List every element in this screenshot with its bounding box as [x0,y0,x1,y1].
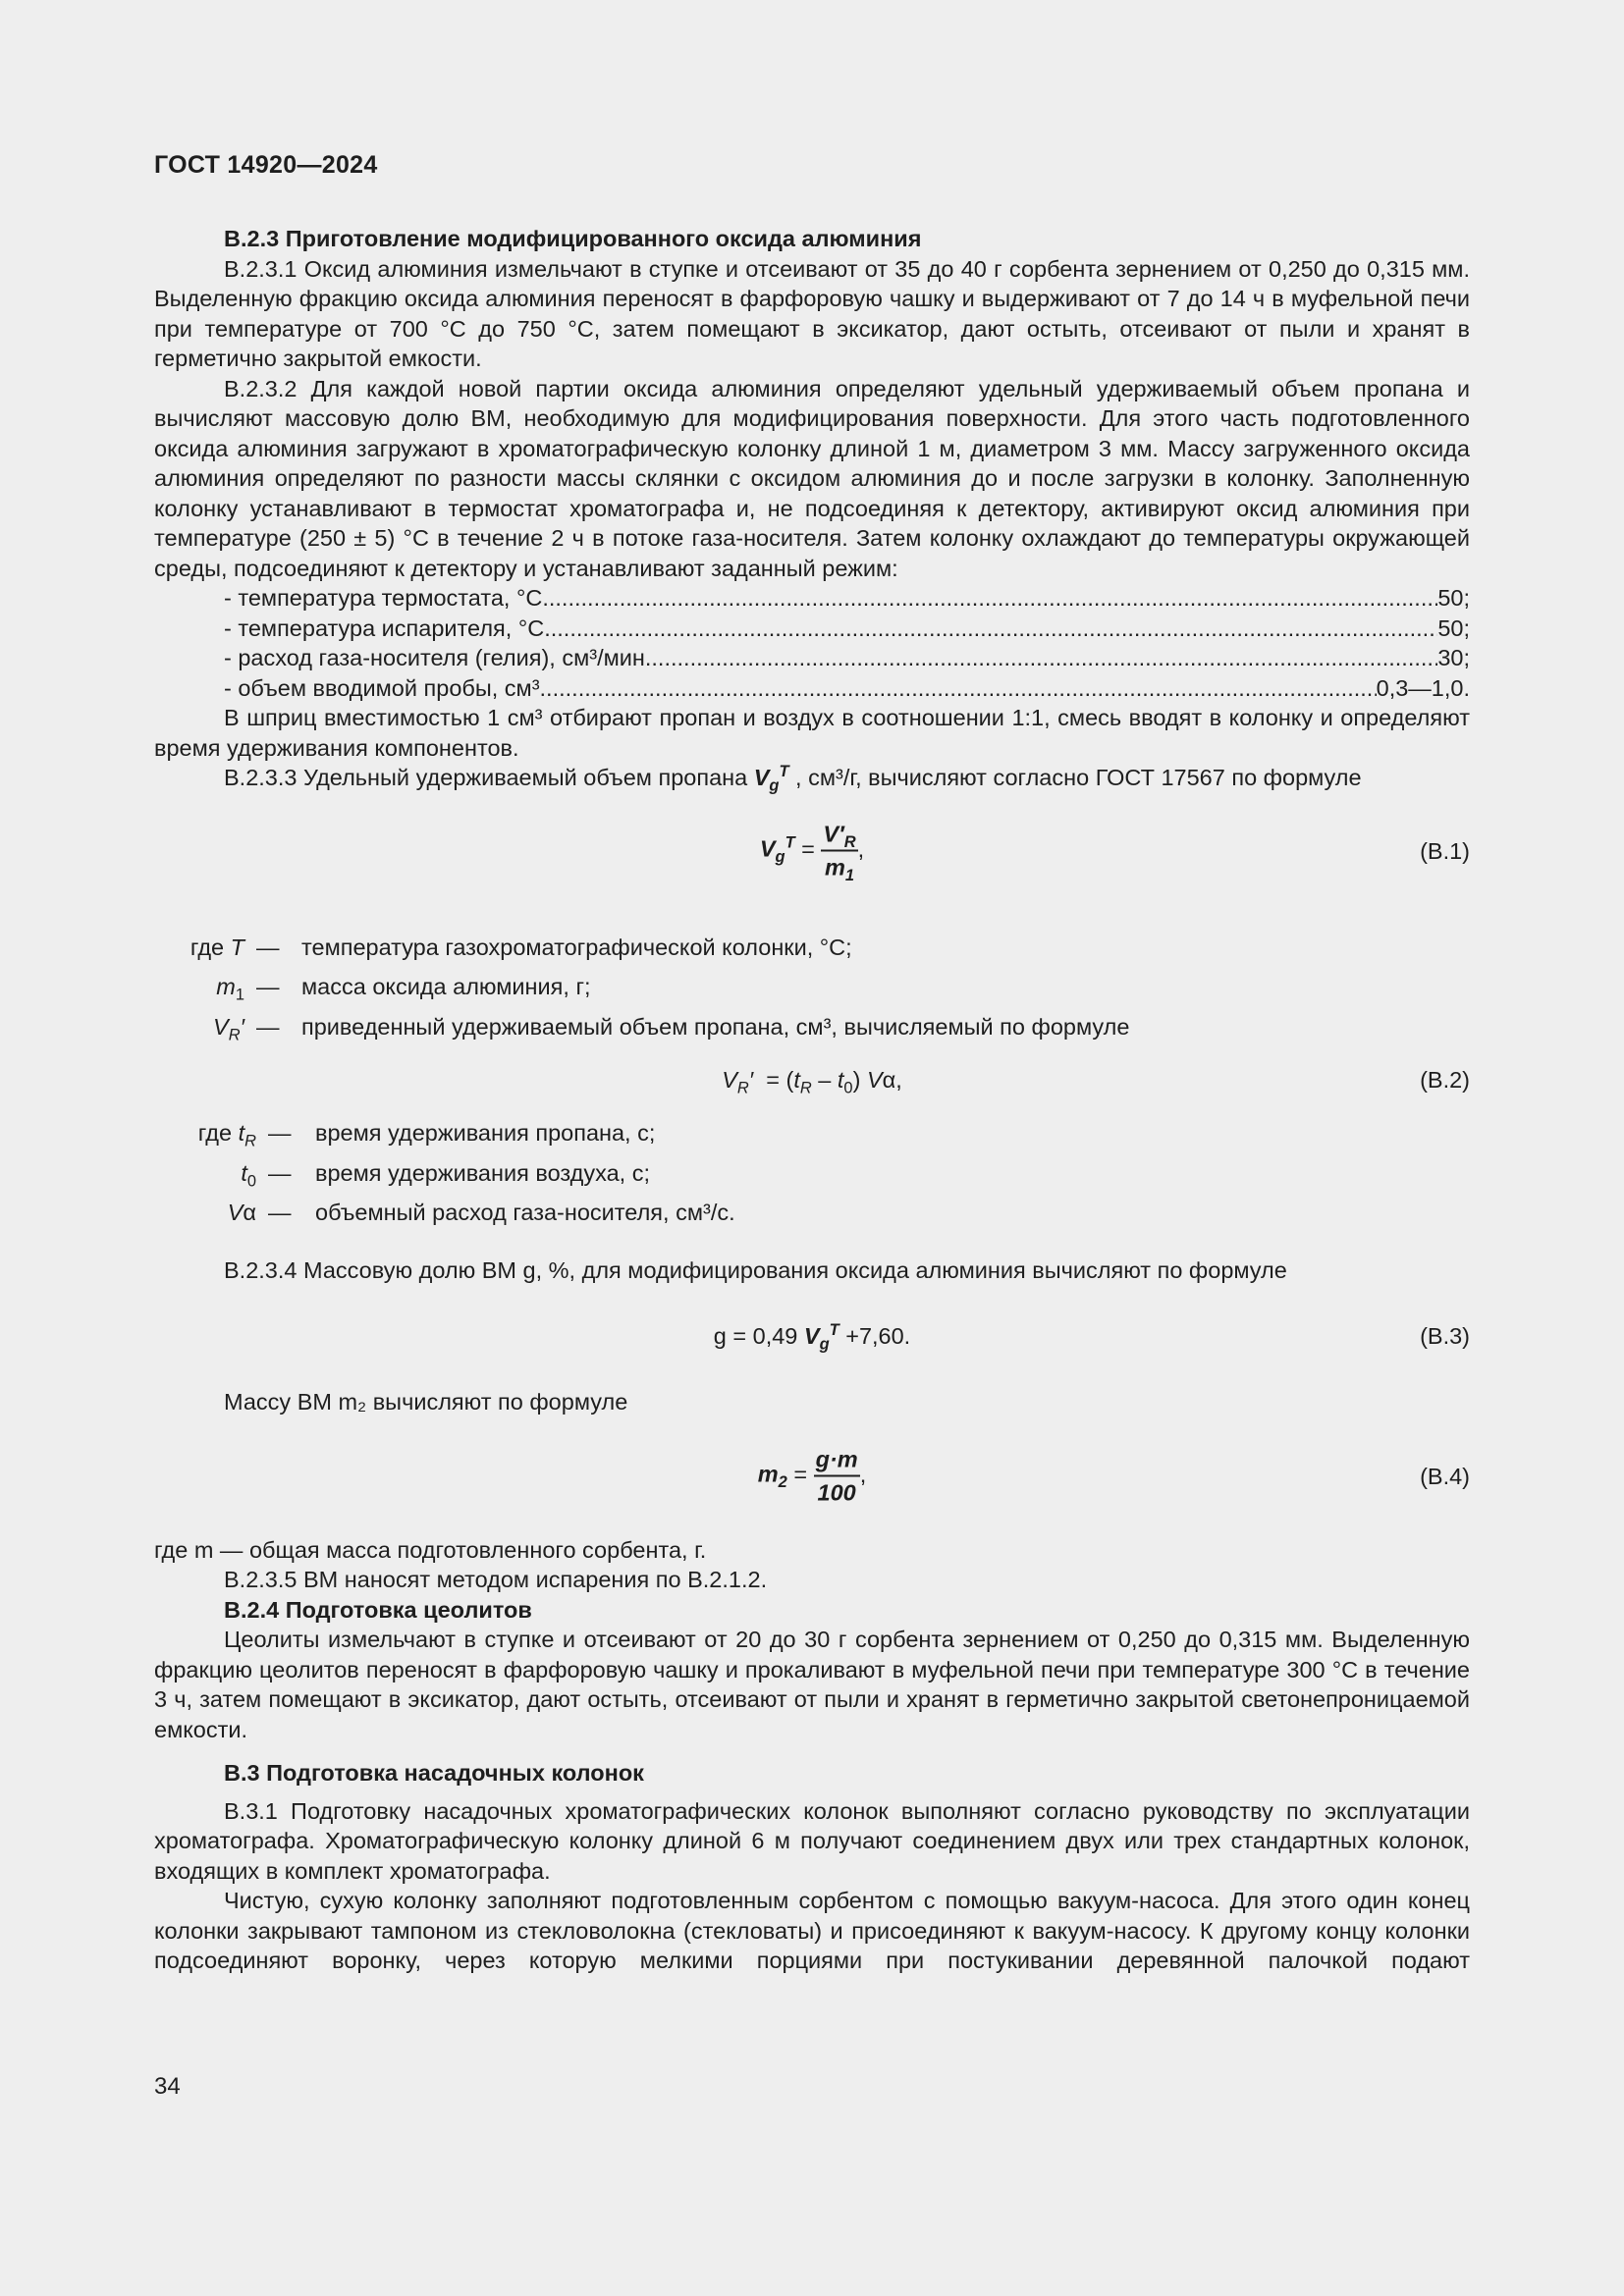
definition: объемный расход газа-носителя, см³/с. [315,1200,735,1225]
paragraph-b231: В.2.3.1 Оксид алюминия измельчают в ступке и отсеивают от 35 до 40 г сорбента зернением от 0,250 до 0,315 мм. Выделенную фракцию оксида алюминия переносят в фарфоровую чашку и выдерживают от 7 до 14 ч в муфельной печи при температуре от 700 °С до 750 °С, затем помещают в эксикатор, дают остыть, отсеивают от пыли и хранят в герметично закрытой емкости. [154,255,1470,371]
equation-b3 [154,1285,1470,1387]
section-heading-b24: В.2.4 Подготовка цеолитов [224,1596,532,1623]
equation-number: (В.4) [1420,1463,1470,1489]
paragraph-b31-fill: Чистую, сухую колонку заполняют подготовленным сорбентом с помощью вакуум-насоса. Для этого один конец колонки закрывают тампоном из стекловолокна (стекловаты) и присоединяют к вакуум-насосу. К другому концу колонки подсоединяют воронку, через которую мелкими порциями при постукивании деревянной палочкой подают [154,1888,1470,1973]
mode-item: - объем вводимой пробы, см³ ..... 0,3—1,0. [224,673,1470,704]
symbol: $t_0$ [241,1159,256,1191]
definition: время удерживания пропана, с; [315,1120,656,1146]
paragraph-b232: В.2.3.2 Для каждой новой партии оксида алюминия определяют удельный удерживаемый объем пропана и вычисляют массовую долю ВМ, необходимую для модифицирования поверхности. Для этого часть подготовленного оксида алюминия загружают в хроматографическую колонку длиной 1 м, диаметром 3 мм. Массу загруженного оксида алюминия определяют по разности массы склянки с оксидом алюминия до и после загрузки в колонку. Заполненную колонку устанавливают в термостат хроматографа и, не подсоединяя к детектору, активируют оксид алюминия при температуре (250 ± 5) °С в течение 2 ч в потоке газа-носителя. Затем колонку охлаждают до температуры окружающей среды, подсоединяют к детектору и устанавливают заданный режим: [154,375,1470,581]
formula: g = 0,49 $V_g^T +7,60$. [713,1320,911,1354]
section-heading-b23: В.2.3 Приготовление модифицированного оксида алюминия [224,226,922,251]
mode-list [154,583,1470,703]
paragraph-b233: В.2.3.3 Удельный удерживаемый объем пропана $V_g^T$ , см³/г, вычисляют согласно ГОСТ 17567 по формуле [224,763,1362,795]
equation-b2 [154,1041,1470,1118]
paragraph-b234: В.2.3.4 Массовую долю ВМ g, %, для модифицирования оксида алюминия вычисляют по формуле [224,1256,1287,1283]
where-list-2: где $t_R$ — время удерживания пропана, с; $t_0$ — время удерживания воздуха, с; Vα — объемный расход газа-носителя, см³/с. [168,1118,1470,1228]
symbol: $m_1$ [216,974,244,1004]
definition: температура газохроматографической колонки, °С; [301,934,852,960]
page-number: 34 [154,2073,181,2100]
equation-b1 [154,793,1470,909]
section-heading-b3: В.3 Подготовка насадочных колонок [224,1760,644,1786]
document-body [154,224,1470,1976]
mode-item: - расход газа-носителя (гелия), см³/мин ..... 30; [224,643,1470,673]
equation-b4 [154,1417,1470,1535]
equation-number: (В.3) [1420,1322,1470,1349]
mode-item: - температура испарителя, °С ..... 50; [224,614,1470,644]
where-m: где m — общая масса подготовленного сорбента, г. [154,1536,707,1563]
definition: приведенный удерживаемый объем пропана, см³, вычисляемый по формуле [301,1013,1130,1040]
equation-number: (В.1) [1420,837,1470,864]
paragraph-b235: В.2.3.5 ВМ наносят методом испарения по В.2.1.2. [224,1567,768,1592]
mode-item: - температура термостата, °С ..... 50; [224,583,1470,614]
symbol: где $t_R$ [197,1120,256,1150]
formula: $m_2$ = $\frac{g\cdot m}{100}$ , [757,1446,867,1506]
paragraph-b24: Цеолиты измельчают в ступке и отсеивают от 20 до 30 г сорбента зернением от 0,250 до 0,315 мм. Выделенную фракцию цеолитов переносят в фарфоровую чашку и прокаливают в муфельной печи при температуре 300 °С в течение 3 ч, затем помещают в эксикатор, дают остыть, отсеивают от пыли и хранят в герметично закрытой светонепроницаемой емкости. [154,1627,1470,1742]
formula: $V_R' = (t_R - t_0)$ Vα, [722,1066,902,1097]
formula: $V_g^T$ = $\frac{V'_R}{m_1}$ , [759,821,865,885]
definition: время удерживания воздуха, с; [315,1159,650,1186]
symbol: Vα [227,1200,256,1225]
paragraph-syringe: В шприц вместимостью 1 см³ отбирают пропан и воздух в соотношении 1:1, смесь вводят в колонку и определяют время удерживания компонентов. [154,705,1470,761]
equation-number: (В.2) [1420,1066,1470,1093]
symbol: $V_R'$ [213,1013,244,1044]
document-header: ГОСТ 14920—2024 [154,151,378,179]
paragraph-m2: Массу ВМ m₂ вычисляют по формуле [224,1389,628,1415]
paragraph-b31: В.3.1 Подготовку насадочных хроматографических колонок выполняют согласно руководству по эксплуатации хроматографа. Хроматографическую колонку длиной 6 м получают соединением двух или трех стандартных колонок, входящих в комплект хроматографа. [154,1797,1470,1884]
symbol: где T [189,934,244,960]
where-list-1: где T — температура газохроматографической колонки, °С; $m_1$ — масса оксида алюминия, г; $V_R'$ — приведенный удерживаемый объем пропана, см³, вычисляемый по формуле [168,933,1470,1042]
definition: масса оксида алюминия, г; [301,974,591,999]
